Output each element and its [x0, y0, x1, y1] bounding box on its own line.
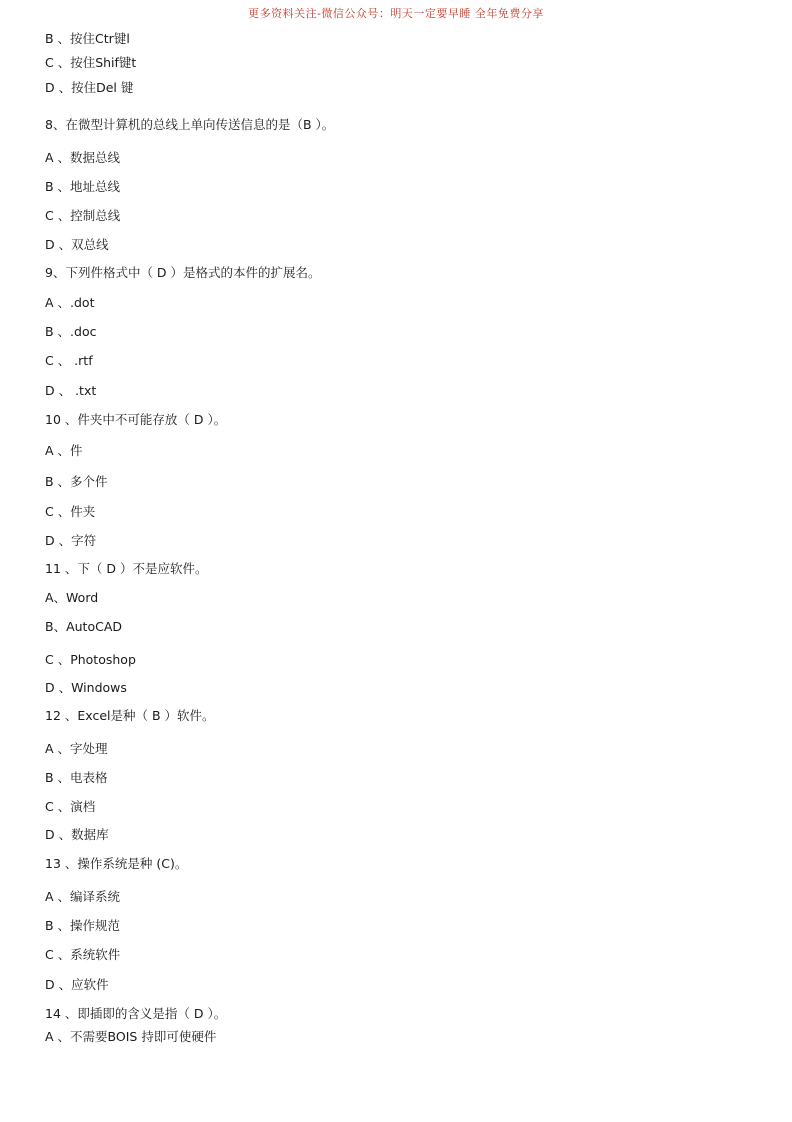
option-d-q10: D 、字符 — [45, 533, 97, 548]
question-12: 12 、Excel是种（ B ）软件。 — [45, 708, 215, 723]
option-d-q9: D 、 .txt — [45, 383, 97, 398]
question-13: 13 、操作系统是种 (C)。 — [45, 856, 188, 871]
option-c-q11: C 、Photoshop — [45, 652, 136, 667]
option-d-q13: D 、应软件 — [45, 977, 109, 992]
option-b-q11: B、AutoCAD — [45, 619, 123, 634]
option-a-q10: A 、件 — [45, 443, 83, 458]
option-a-q8: A 、数据总线 — [45, 150, 121, 165]
option-d-q11: D 、Windows — [45, 680, 127, 695]
option-a-q14: A 、不需要BOIS 持即可使硬件 — [45, 1029, 217, 1044]
option-c-q12: C 、演档 — [45, 799, 96, 814]
option-b-q12: B 、电表格 — [45, 770, 108, 785]
option-c-q13: C 、系统软件 — [45, 947, 121, 962]
option-b-q9: B 、.doc — [45, 324, 97, 339]
question-14: 14 、即插即的含义是指（ D ）。 — [45, 1006, 227, 1021]
option-b-q10: B 、多个件 — [45, 474, 108, 489]
option-c-q9: C 、 .rtf — [45, 353, 93, 368]
option-a-q12: A 、字处理 — [45, 741, 108, 756]
option-a-q11: A、Word — [45, 590, 99, 605]
option-c-q8: C 、控制总线 — [45, 208, 121, 223]
option-c-q10: C 、件夹 — [45, 504, 96, 519]
option-a-q13: A 、编译系统 — [45, 889, 121, 904]
question-11: 11 、下（ D ）不是应软件。 — [45, 561, 208, 576]
option-b-q8: B 、地址总线 — [45, 179, 121, 194]
question-8: 8、在微型计算机的总线上单向传送信息的是（B ）。 — [45, 117, 335, 132]
option-d-q7: D 、按住Del 键 — [45, 80, 134, 95]
option-a-q9: A 、.dot — [45, 295, 95, 310]
question-10: 10 、件夹中不可能存放（ D ）。 — [45, 412, 227, 427]
option-c-q7: C 、按住Shif键t — [45, 55, 137, 70]
header-banner: 更多资料关注-微信公众号：明天一定要早睡 全年免费分享 — [248, 7, 544, 20]
option-d-q12: D 、数据库 — [45, 827, 109, 842]
option-d-q8: D 、双总线 — [45, 237, 109, 252]
option-b-q7: B 、按住Ctr键l — [45, 31, 130, 46]
option-b-q13: B 、操作规范 — [45, 918, 121, 933]
question-9: 9、下列件格式中（ D ）是格式的本件的扩展名。 — [45, 265, 321, 280]
